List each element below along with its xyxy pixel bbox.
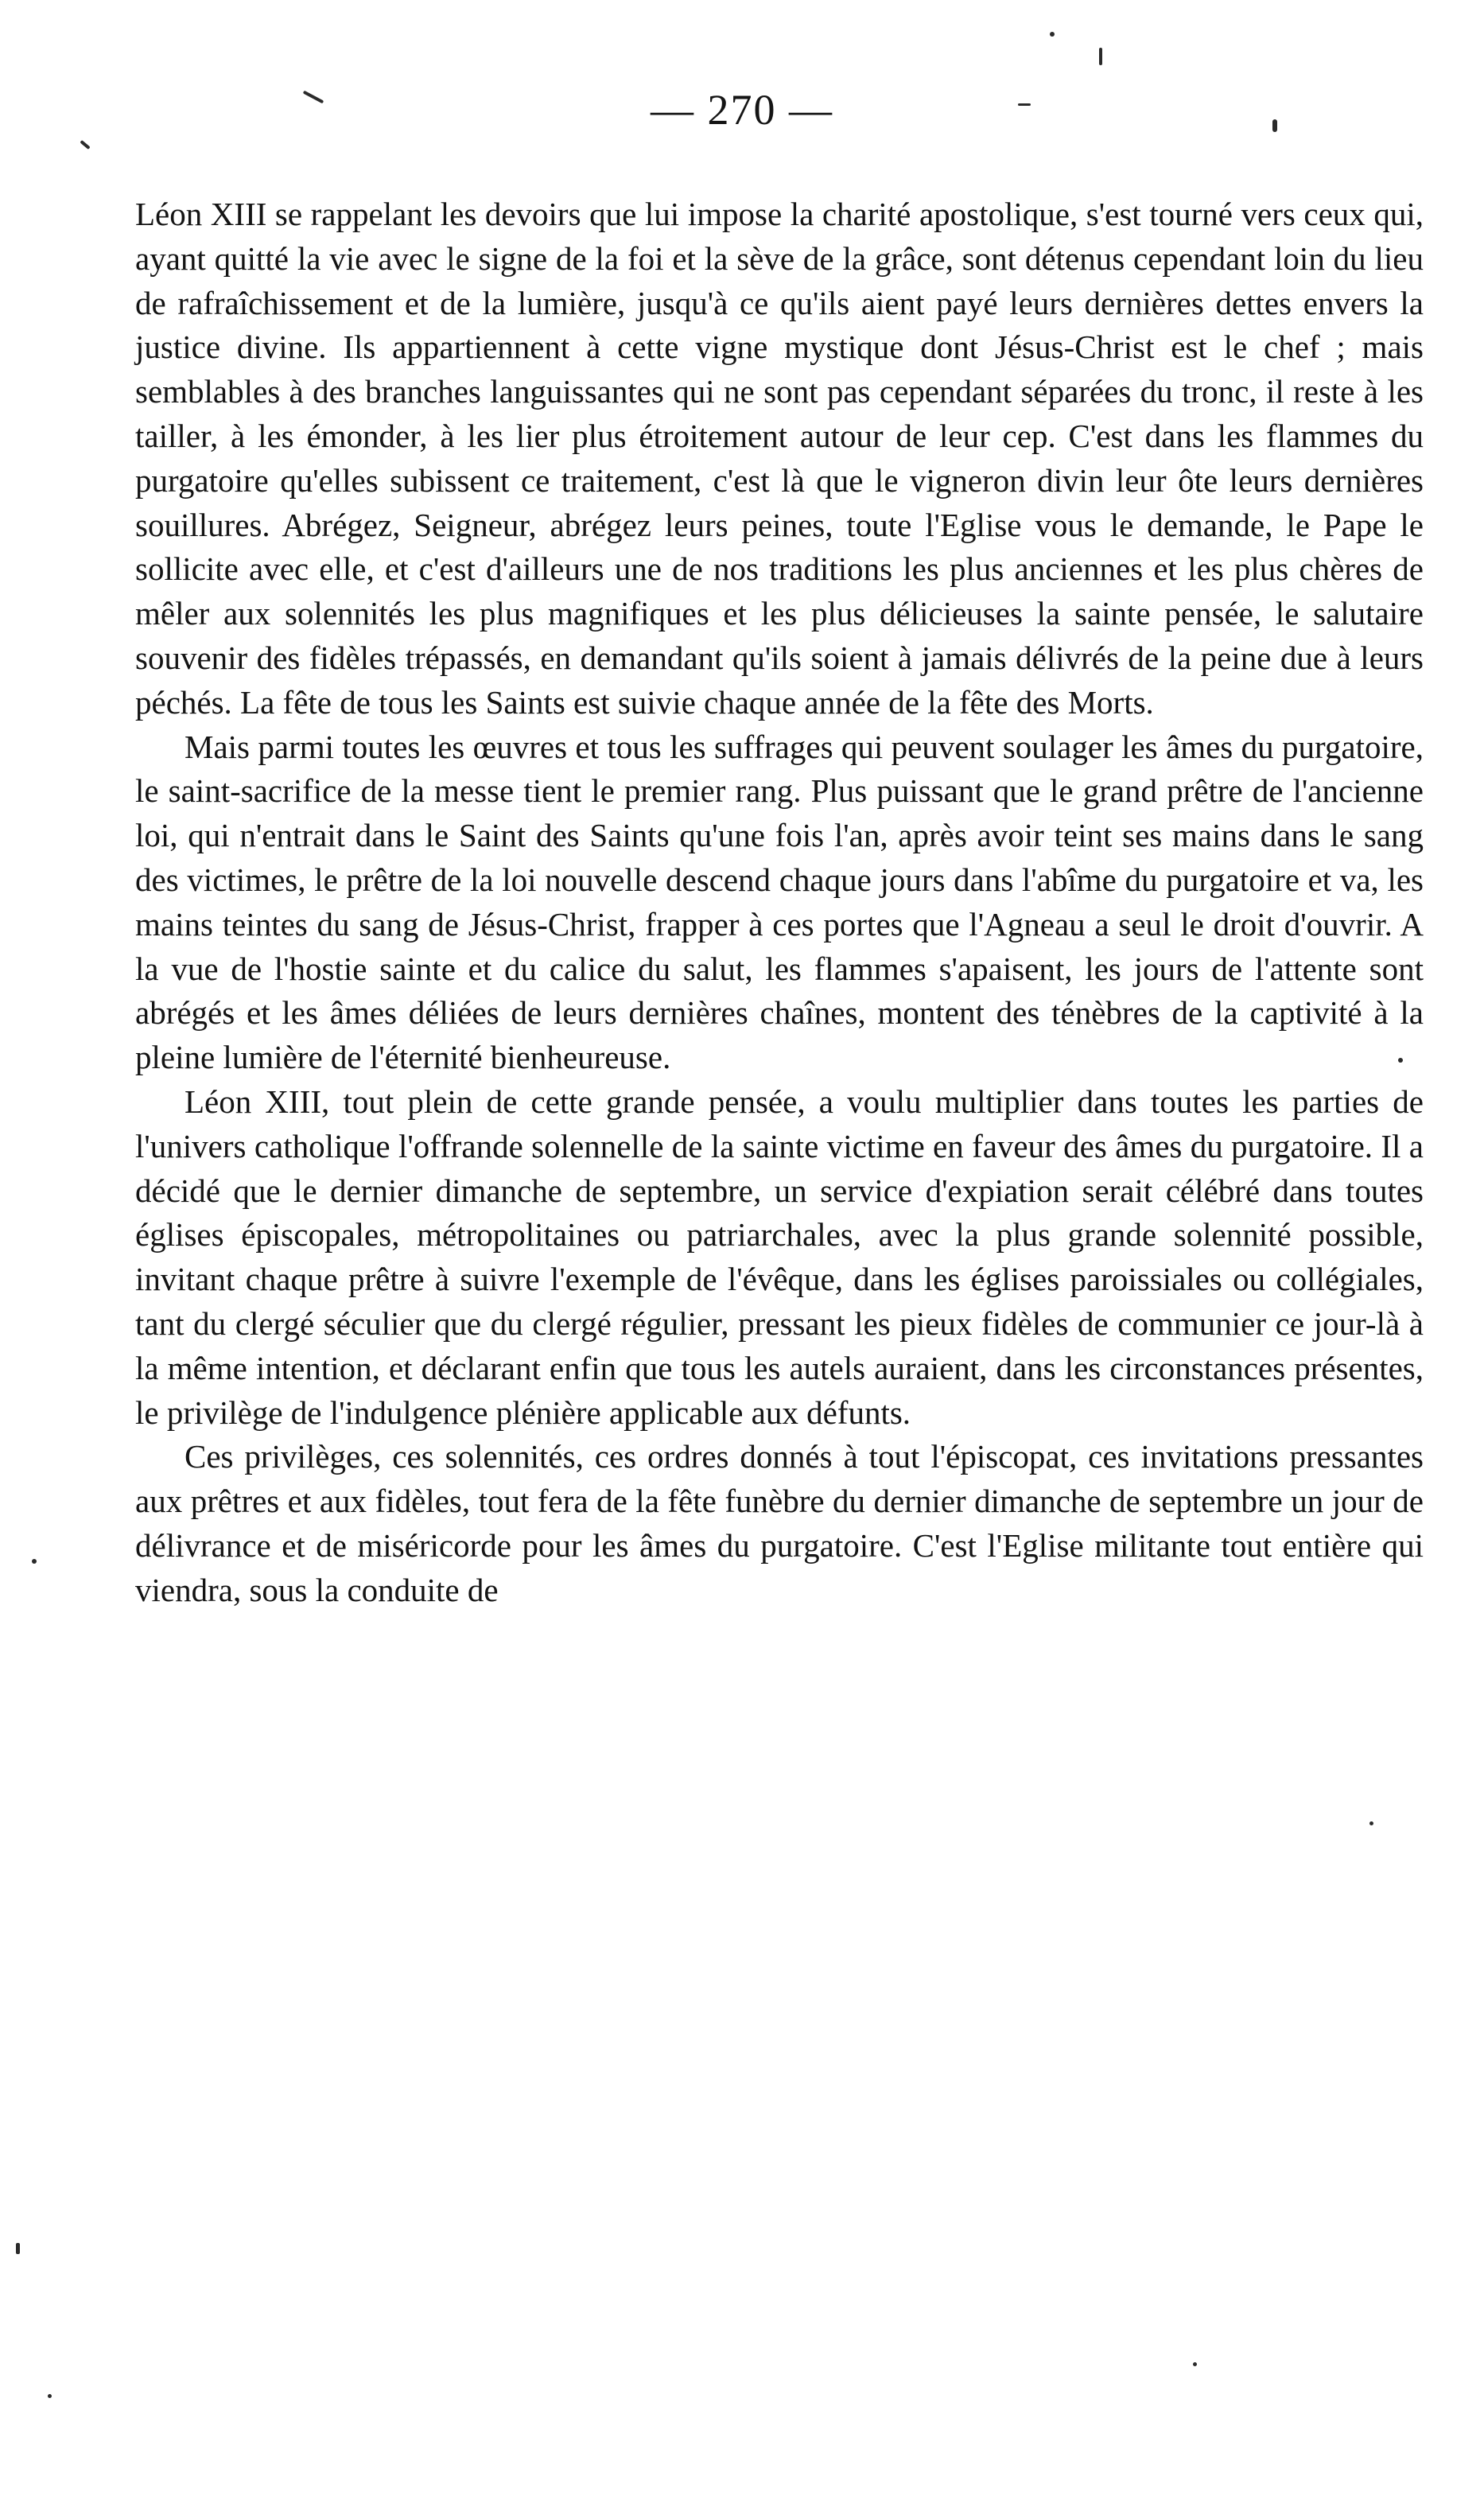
paragraph-3: Léon XIII, tout plein de cette grande pensée, a voulu multiplier dans toutes les parties de l'univers catholique l'offrande solennelle de la sainte victime en faveur des âmes du purgatoire. Il a décidé que le dernier dimanche de septembre, un service d'expiation serait célébré dans toutes églises épiscopales, métropolitaines ou patriarchales, avec la plus grande solennité possible, invitant chaque prêtre à suivre l'exemple de l'évêque, dans les églises paroissiales ou collégiales, tant du clergé séculier que du clergé régulier, pressant les pieux fidèles de communier ce jour-là à la même intention, et déclarant enfin que tous les autels auraient, dans les circonstances présentes, le privilège de l'indulgence plénière applicable aux défunts. xyxy=(135,1083,1424,1431)
paragraph-1: Léon XIII se rappelant les devoirs que lui impose la charité apostolique, s'est tourné vers ceux qui, ayant quitté la vie avec le signe de la foi et la sève de la grâce, sont détenus cependant loin du lieu de rafraîchissement et de la lumière, jusqu'à ce qu'ils aient payé leurs dernières dettes envers la justice divine. Ils appartiennent à cette vigne mystique dont Jésus-Christ est le chef ; mais semblables à des branches languissantes qui ne sont pas cependant séparées du tronc, il reste à les tailler, à les émonder, à les lier plus étroitement autour de leur cep. C'est dans les flammes du purgatoire qu'elles subissent ce traitement, c'est là que le vigneron divin leur ôte leurs dernières souillures. Abrégez, Seigneur, abrégez leurs peines, toute l'Eglise vous le demande, le Pape le sollicite avec elle, et c'est d'ailleurs une de nos traditions les plus anciennes et les plus chères de mêler aux solennités les plus magnifiques et les plus délicieuses la sainte pensée, le salutaire souvenir des fidèles trépassés, en demandant qu'ils soient à jamais délivrés de la peine due à leurs péchés. La fête de tous les Saints est suivie chaque année de la fête des Morts. xyxy=(135,196,1424,721)
scan-speck xyxy=(1050,32,1055,37)
paragraph-2: Mais parmi toutes les œuvres et tous les suffrages qui peuvent soulager les âmes du purgatoire, le saint-sacrifice de la messe tient le premier rang. Plus puissant que le grand prêtre de l'ancienne loi, qui n'entrait dans le Saint des Saints qu'une fois l'an, après avoir teint ses mains dans le sang des victimes, le prêtre de la loi nouvelle descend chaque jours dans l'abîme du purgatoire et va, les mains teintes du sang de Jésus-Christ, frapper à ces portes que l'Agneau a seul le droit d'ouvrir. A la vue de l'hostie sainte et du calice du salut, les flammes s'apaisent, les jours de l'attente sont abrégés et les âmes déliées de leurs dernières chaînes, montent des ténèbres de la captivité à la pleine lumière de l'éternité bienheureuse. xyxy=(135,728,1424,1076)
scan-speck xyxy=(1398,1058,1403,1063)
scan-speck xyxy=(1018,103,1031,106)
page-number: — 270 — xyxy=(651,86,833,134)
scan-speck xyxy=(16,2243,20,2254)
scan-speck xyxy=(1369,1821,1373,1825)
scan-speck xyxy=(1099,48,1102,65)
scan-speck xyxy=(80,140,90,150)
paragraph-4: Ces privilèges, ces solennités, ces ordres donnés à tout l'épiscopat, ces invitations pressantes aux prêtres et aux fidèles, tout fera de la fête funèbre du dernier dimanche de septembre un jour de délivrance et de miséricorde pour les âmes du purgatoire. C'est l'Eglise militante tout entière qui viendra, sous la conduite de xyxy=(135,1438,1424,1608)
scan-speck xyxy=(1272,119,1277,132)
scan-speck xyxy=(48,2394,52,2398)
scan-speck xyxy=(32,1559,37,1564)
body-text xyxy=(135,192,1424,1613)
scan-speck xyxy=(1193,2362,1197,2366)
